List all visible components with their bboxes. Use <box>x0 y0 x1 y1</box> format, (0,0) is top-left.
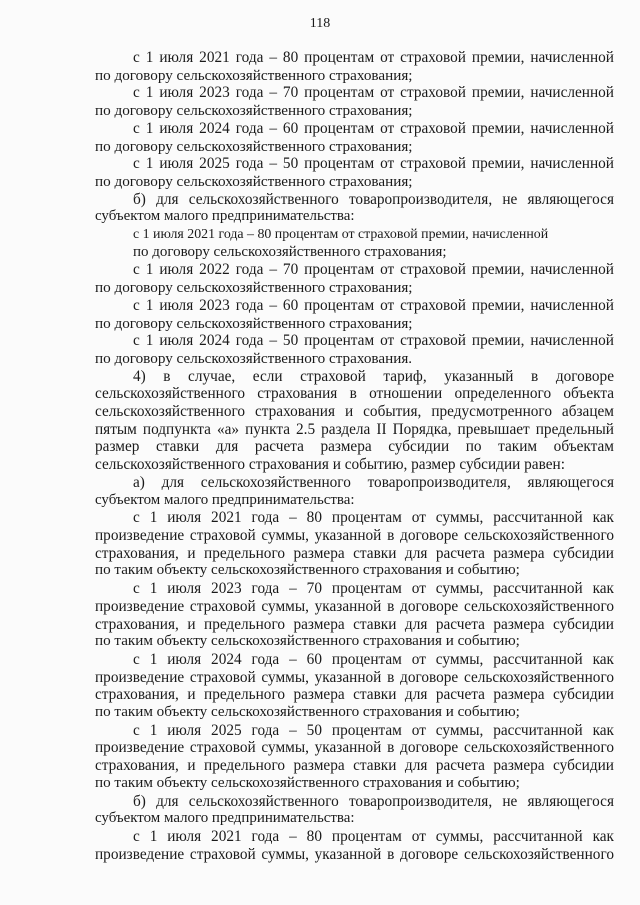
paragraph <box>0 155 640 190</box>
text-line: с 1 июля 2024 года – 50 процентам от страховой премии, начисленной <box>133 332 614 350</box>
document-body <box>0 49 640 863</box>
paragraph <box>0 297 640 332</box>
text-line: по договору сельскохозяйственного страхования; <box>95 102 413 120</box>
text-line: по договору сельскохозяйственного страхования; <box>133 243 447 260</box>
text-line: по таким объекту сельскохозяйственного страхования и событию; <box>95 562 520 579</box>
text-line: страхования, и предельного размера ставки для расчета размера субсидии <box>95 757 614 775</box>
text-line: по договору сельскохозяйственного страхования; <box>95 137 413 155</box>
text-line: с 1 июля 2021 года – 80 процентам от страховой премии, начисленной <box>133 227 549 243</box>
text-line: произведение страховой суммы, указанной в договоре сельскохозяйственного <box>95 668 614 686</box>
text-line: размер ставки для расчета размера субсидии по таким объектам <box>95 438 614 456</box>
paragraph <box>0 120 640 155</box>
text-line: субъектом малого предпринимательства: <box>95 491 355 508</box>
text-line: 4) в случае, если страховой тариф, указанный в договоре <box>133 367 614 385</box>
text-line: по договору сельскохозяйственного страхования; <box>95 279 413 297</box>
paragraph <box>0 651 640 722</box>
paragraph <box>0 261 640 296</box>
text-line: б) для сельскохозяйственного товаропроизводителя, не являющегося <box>133 792 614 810</box>
paragraph <box>0 332 640 367</box>
paragraph <box>0 722 640 793</box>
paragraph <box>0 226 640 261</box>
text-line: с 1 июля 2021 года – 80 процентам от страховой премии, начисленной <box>133 49 614 66</box>
text-line: с 1 июля 2021 года – 80 процентам от суммы, рассчитанной как <box>133 827 614 845</box>
paragraph <box>0 49 640 84</box>
text-line: по договору сельскохозяйственного страхования. <box>95 349 413 367</box>
text-line: субъектом малого предпринимательства: <box>95 810 355 827</box>
text-line: сельскохозяйственного страхования и события, предусмотренного абзацем <box>95 403 614 421</box>
text-line: субъектом малого предпринимательства: <box>95 208 355 225</box>
text-line: с 1 июля 2025 года – 50 процентам от суммы, рассчитанной как <box>133 721 614 739</box>
text-line: произведение страховой суммы, указанной в договоре сельскохозяйственного <box>95 526 614 544</box>
paragraph <box>0 84 640 119</box>
text-line: с 1 июля 2024 года – 60 процентам от суммы, рассчитанной как <box>133 650 614 668</box>
text-line: с 1 июля 2025 года – 50 процентам от страховой премии, начисленной <box>133 155 614 173</box>
paragraph <box>0 509 640 580</box>
text-line: произведение страховой суммы, указанной в договоре сельскохозяйственного <box>95 739 614 757</box>
paragraph <box>0 474 640 509</box>
page-number: 118 <box>309 16 331 31</box>
paragraph <box>0 368 640 474</box>
text-line: с 1 июля 2022 года – 70 процентам от страховой премии, начисленной <box>133 261 614 279</box>
text-line: по таким объекту сельскохозяйственного страхования и событию; <box>95 774 520 791</box>
text-line: по договору сельскохозяйственного страхования; <box>95 66 413 84</box>
text-line: с 1 июля 2021 года – 80 процентам от суммы, рассчитанной как <box>133 509 614 527</box>
text-line: произведение страховой суммы, указанной в договоре сельскохозяйственного <box>95 597 614 615</box>
text-line: страхования, и предельного размера ставки для расчета размера субсидии <box>95 615 614 633</box>
text-line: с 1 июля 2023 года – 60 процентам от страховой премии, начисленной <box>133 296 614 314</box>
text-line: страхования, и предельного размера ставки для расчета размера субсидии <box>95 686 614 704</box>
text-line: сельскохозяйственного страхования в отношении определенного объекта <box>95 385 614 403</box>
text-line: сельскохозяйственного страхования и событию, размер субсидии равен: <box>95 456 565 474</box>
paragraph <box>0 191 640 226</box>
text-line: а) для сельскохозяйственного товаропроизводителя, являющегося <box>133 473 614 491</box>
text-line: по договору сельскохозяйственного страхования; <box>95 314 413 332</box>
text-line: по договору сельскохозяйственного страхования; <box>95 172 413 190</box>
text-line: по таким объекту сельскохозяйственного страхования и событию; <box>95 704 520 721</box>
text-line: с 1 июля 2023 года – 70 процентам от суммы, рассчитанной как <box>133 580 614 598</box>
text-line: по таким объекту сельскохозяйственного страхования и событию; <box>95 633 520 650</box>
text-line: страхования, и предельного размера ставки для расчета размера субсидии <box>95 544 614 562</box>
paragraph <box>0 828 640 863</box>
paragraph <box>0 793 640 828</box>
text-line: б) для сельскохозяйственного товаропроизводителя, не являющегося <box>133 190 614 208</box>
text-line: произведение страховой суммы, указанной в договоре сельскохозяйственного <box>95 845 614 863</box>
text-line: с 1 июля 2023 года – 70 процентам от страховой премии, начисленной <box>133 84 614 102</box>
paragraph <box>0 580 640 651</box>
text-line: с 1 июля 2024 года – 60 процентам от страховой премии, начисленной <box>133 119 614 137</box>
text-line: пятым подпункта «а» пункта 2.5 раздела II Порядка, превышает предельный <box>95 420 614 438</box>
